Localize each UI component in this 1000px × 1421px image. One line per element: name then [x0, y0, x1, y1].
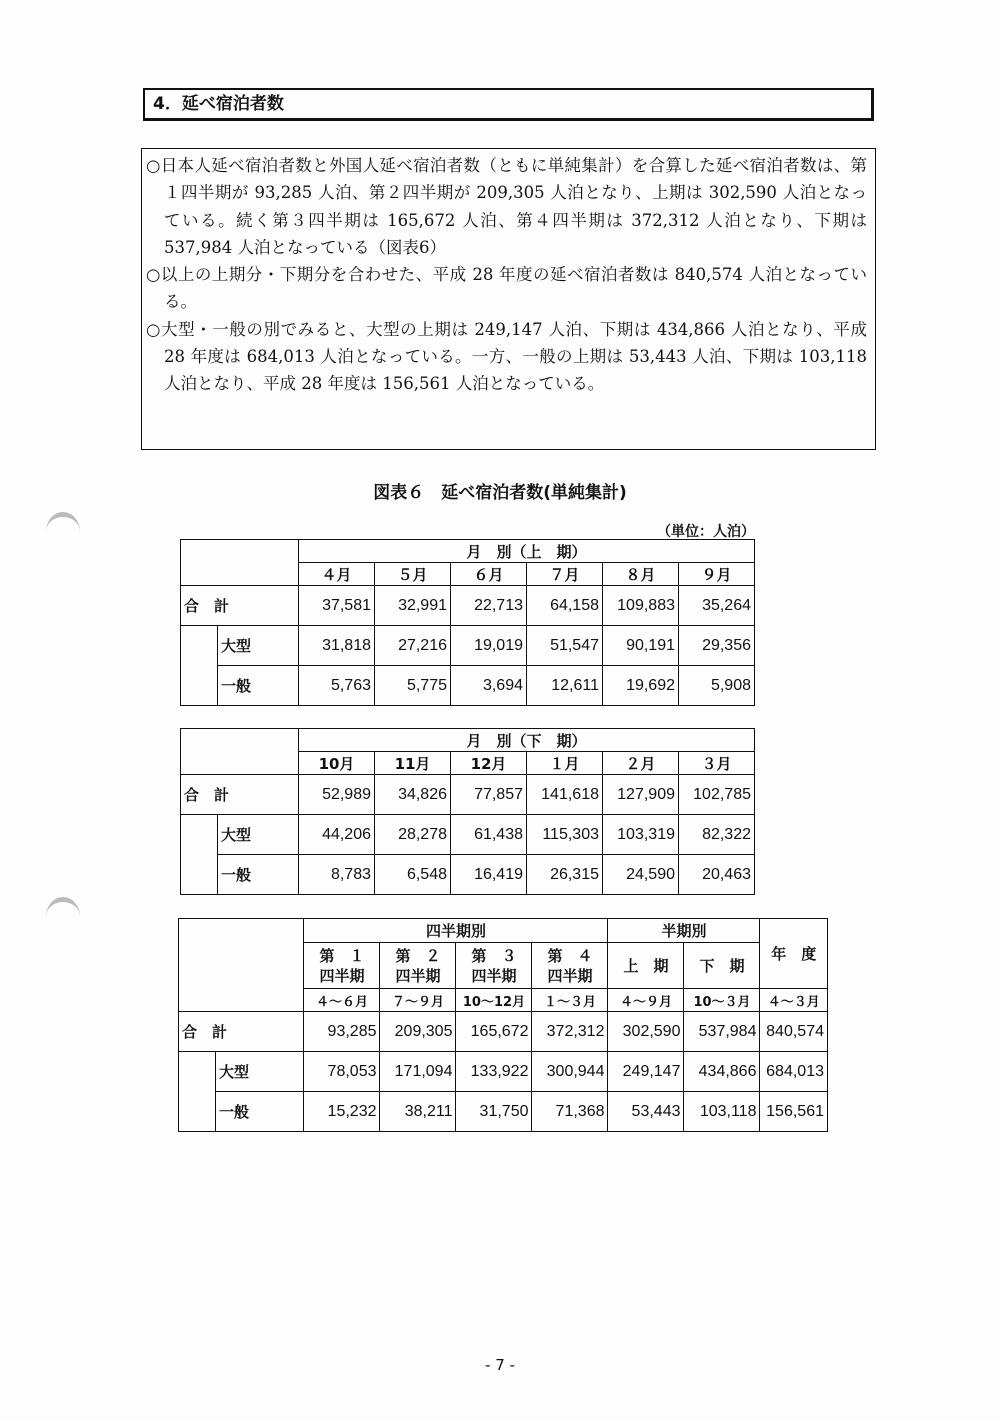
- value-cell: 109,883: [603, 586, 679, 626]
- value-cell: 19,019: [451, 626, 527, 666]
- value-cell: 35,264: [679, 586, 755, 626]
- punch-hole-mark: [46, 897, 80, 936]
- value-cell: 840,574: [760, 1012, 828, 1052]
- summary-box: [141, 148, 876, 450]
- indent-cell: [181, 666, 218, 706]
- summary-paragraph: ○大型・一般の別でみると、大型の上期は 249,147 人泊、下期は 434,866 人泊となり、平成 28 年度は 684,013 人泊となっている。一方、一般の上期は 53,443 人泊、下期は 103,118 人泊となり、平成 28 年度は 156,561 人泊となっている。: [146, 319, 867, 394]
- indent-cell: [179, 1092, 216, 1132]
- header-months-range: １～３月: [532, 989, 608, 1012]
- value-cell: 90,191: [603, 626, 679, 666]
- table-row: [179, 1012, 828, 1052]
- header-period: 第 ４ 四半期: [532, 943, 608, 989]
- header-month: 10月: [299, 752, 375, 775]
- value-cell: 82,322: [679, 815, 755, 855]
- value-cell: 684,013: [760, 1052, 828, 1092]
- value-cell: 16,419: [451, 855, 527, 895]
- table-quarterly-summary: [178, 918, 828, 1132]
- value-cell: 44,206: [299, 815, 375, 855]
- summary-paragraph: ○以上の上期分・下期分を合わせた、平成 28 年度の延べ宿泊者数は 840,574 人泊となっている。: [146, 265, 867, 312]
- value-cell: 103,118: [684, 1092, 760, 1132]
- value-cell: 31,818: [299, 626, 375, 666]
- row-label-general: 一般: [218, 666, 299, 706]
- value-cell: 15,232: [304, 1092, 380, 1132]
- value-cell: 103,319: [603, 815, 679, 855]
- value-cell: 372,312: [532, 1012, 608, 1052]
- value-cell: 71,368: [532, 1092, 608, 1132]
- page-number: - 7 -: [485, 1356, 515, 1374]
- row-label-general: 一般: [218, 855, 299, 895]
- header-month: 12月: [451, 752, 527, 775]
- value-cell: 3,694: [451, 666, 527, 706]
- value-cell: 38,211: [380, 1092, 456, 1132]
- corner-cell: [181, 540, 299, 586]
- value-cell: 20,463: [679, 855, 755, 895]
- value-cell: 6,548: [375, 855, 451, 895]
- header-month: ７月: [527, 563, 603, 586]
- header-months-range: ７～９月: [380, 989, 456, 1012]
- header-months-range: ４～６月: [304, 989, 380, 1012]
- row-label-large: 大型: [218, 815, 299, 855]
- header-month: ３月: [679, 752, 755, 775]
- value-cell: 78,053: [304, 1052, 380, 1092]
- header-month: ２月: [603, 752, 679, 775]
- value-cell: 28,278: [375, 815, 451, 855]
- header-period: 第 ２ 四半期: [380, 943, 456, 989]
- value-cell: 37,581: [299, 586, 375, 626]
- value-cell: 249,147: [608, 1052, 684, 1092]
- table-row: [181, 666, 755, 706]
- value-cell: 32,991: [375, 586, 451, 626]
- table-second-half-monthly: [180, 728, 755, 895]
- value-cell: 141,618: [527, 775, 603, 815]
- value-cell: 156,561: [760, 1092, 828, 1132]
- header-months-range: 10～３月: [684, 989, 760, 1012]
- row-label-general: 一般: [216, 1092, 304, 1132]
- indent-cell: [181, 855, 218, 895]
- value-cell: 127,909: [603, 775, 679, 815]
- header-month: ４月: [299, 563, 375, 586]
- value-cell: 34,826: [375, 775, 451, 815]
- header-period: 下 期: [684, 943, 760, 989]
- table-row: [181, 815, 755, 855]
- value-cell: 31,750: [456, 1092, 532, 1132]
- indent-cell: [181, 626, 218, 666]
- indent-cell: [181, 815, 218, 855]
- value-cell: 77,857: [451, 775, 527, 815]
- header-group: 月 別（下 期）: [299, 729, 755, 752]
- header-month: ８月: [603, 563, 679, 586]
- table-row: [179, 1052, 828, 1092]
- value-cell: 102,785: [679, 775, 755, 815]
- table-row: [181, 586, 755, 626]
- corner-cell: [181, 729, 299, 775]
- value-cell: 24,590: [603, 855, 679, 895]
- row-label-large: 大型: [218, 626, 299, 666]
- punch-hole-mark: [46, 512, 80, 551]
- value-cell: 53,443: [608, 1092, 684, 1132]
- header-month: 11月: [375, 752, 451, 775]
- value-cell: 209,305: [380, 1012, 456, 1052]
- section-heading: 4．延べ宿泊者数: [143, 88, 874, 121]
- value-cell: 165,672: [456, 1012, 532, 1052]
- value-cell: 434,866: [684, 1052, 760, 1092]
- value-cell: 302,590: [608, 1012, 684, 1052]
- value-cell: 12,611: [527, 666, 603, 706]
- header-months-range: 10～12月: [456, 989, 532, 1012]
- header-half: 半期別: [608, 919, 760, 943]
- header-period: 上 期: [608, 943, 684, 989]
- row-label-total: 合 計: [181, 586, 299, 626]
- table-row: [179, 1092, 828, 1132]
- value-cell: 51,547: [527, 626, 603, 666]
- value-cell: 5,908: [679, 666, 755, 706]
- header-month: ９月: [679, 563, 755, 586]
- header-quarterly: 四半期別: [304, 919, 608, 943]
- value-cell: 8,783: [299, 855, 375, 895]
- value-cell: 27,216: [375, 626, 451, 666]
- header-period: 第 １ 四半期: [304, 943, 380, 989]
- header-month: ６月: [451, 563, 527, 586]
- value-cell: 537,984: [684, 1012, 760, 1052]
- value-cell: 22,713: [451, 586, 527, 626]
- table-first-half-monthly: [180, 539, 755, 706]
- corner-cell: [179, 919, 304, 1012]
- value-cell: 5,775: [375, 666, 451, 706]
- header-months-range: ４～９月: [608, 989, 684, 1012]
- value-cell: 52,989: [299, 775, 375, 815]
- header-month: １月: [527, 752, 603, 775]
- value-cell: 26,315: [527, 855, 603, 895]
- value-cell: 300,944: [532, 1052, 608, 1092]
- header-months-range: ４～３月: [760, 989, 828, 1012]
- summary-paragraph: ○日本人延べ宿泊者数と外国人延べ宿泊者数（ともに単純集計）を合算した延べ宿泊者数は、第１四半期が 93,285 人泊、第２四半期が 209,305 人泊となり、上期は 302,590 人泊となっている。続く第３四半期は 165,672 人泊、第４四半期は 372,312 人泊となり、下期は 537,984 人泊となっている（図表6）: [146, 156, 867, 257]
- value-cell: 115,303: [527, 815, 603, 855]
- row-label-large: 大型: [216, 1052, 304, 1092]
- figure-caption: 図表６ 延べ宿泊者数(単純集計): [373, 483, 627, 503]
- header-month: ５月: [375, 563, 451, 586]
- value-cell: 93,285: [304, 1012, 380, 1052]
- table-row: [181, 626, 755, 666]
- unit-label: （単位：人泊）: [657, 524, 755, 540]
- header-period: 第 ３ 四半期: [456, 943, 532, 989]
- value-cell: 133,922: [456, 1052, 532, 1092]
- header-group: 月 別（上 期）: [299, 540, 755, 563]
- value-cell: 64,158: [527, 586, 603, 626]
- table-row: [181, 855, 755, 895]
- value-cell: 19,692: [603, 666, 679, 706]
- indent-cell: [179, 1052, 216, 1092]
- table-row: [181, 775, 755, 815]
- row-label-total: 合 計: [179, 1012, 304, 1052]
- value-cell: 61,438: [451, 815, 527, 855]
- value-cell: 29,356: [679, 626, 755, 666]
- value-cell: 171,094: [380, 1052, 456, 1092]
- value-cell: 5,763: [299, 666, 375, 706]
- row-label-total: 合 計: [181, 775, 299, 815]
- header-year: 年 度: [760, 919, 828, 989]
